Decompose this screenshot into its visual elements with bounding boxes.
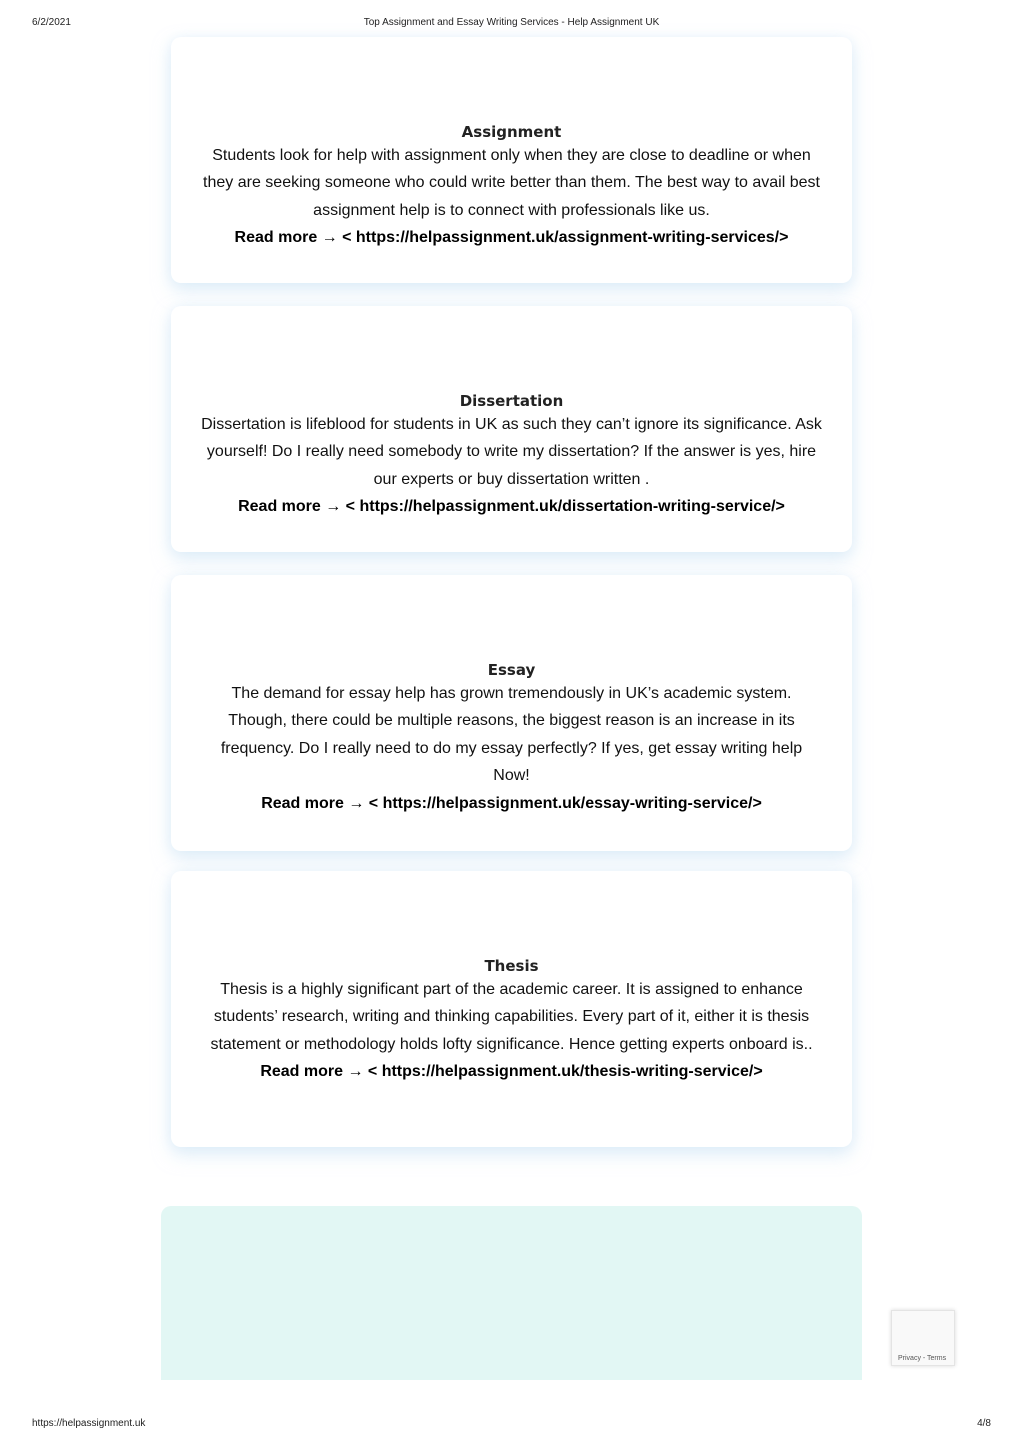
card-title: Thesis (484, 957, 539, 975)
service-card-essay (171, 575, 852, 851)
read-more-link[interactable]: Read more → < https://helpassignment.uk/assignment-writing-services/> (234, 229, 789, 247)
service-card-assignment (171, 37, 852, 283)
card-title: Assignment (461, 123, 562, 141)
card-description: The demand for essay help has grown tremendously in UK’s academic system. Though, there could be multiple reasons, the biggest reason is an increase in its frequency. Do I really need to do my essay perfectly? If yes, get essay writing help Now! (220, 685, 803, 785)
recaptcha-badge[interactable] (891, 1310, 955, 1366)
recaptcha-privacy-terms-link[interactable]: Privacy - Terms (898, 1355, 947, 1362)
print-page-number: 4/8 (977, 1418, 991, 1429)
read-more-link[interactable]: Read more → < https://helpassignment.uk/dissertation-writing-service/> (238, 498, 785, 516)
card-title: Dissertation (459, 392, 564, 410)
card-description: Thesis is a highly significant part of the academic career. It is assigned to enhance students’ research, writing and thinking capabilities. Every part of it, either it is thesis statement or methodology holds lofty significance. Hence getting experts onboard is.. (210, 981, 813, 1053)
read-more-link[interactable]: Read more → < https://helpassignment.uk/essay-writing-service/> (261, 794, 762, 812)
service-card-dissertation (171, 306, 852, 552)
card-description: Students look for help with assignment only when they are close to deadline or when they are seeking someone who could write better than them. The best way to avail best assignment help is to connect with professionals like us. (203, 147, 820, 219)
card-description: Dissertation is lifeblood for students in UK as such they can’t ignore its significance. Ask yourself! Do I really need somebody to write my dissertation? If the answer is yes, hire our experts or buy dissertation written . (201, 416, 822, 488)
print-footer-url: https://helpassignment.uk (32, 1418, 146, 1429)
service-card-thesis (171, 871, 852, 1147)
teal-section-panel (161, 1206, 862, 1380)
card-title: Essay (487, 661, 536, 679)
print-date: 6/2/2021 (32, 17, 71, 28)
read-more-link[interactable]: Read more → < https://helpassignment.uk/thesis-writing-service/> (260, 1063, 763, 1081)
print-page-title: Top Assignment and Essay Writing Services - Help Assignment UK (363, 17, 660, 28)
